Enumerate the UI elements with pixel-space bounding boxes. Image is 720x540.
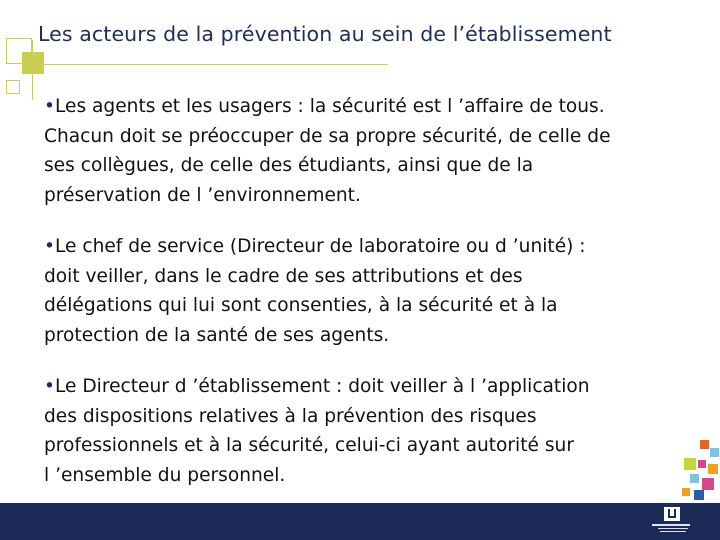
paragraph-text: Le Directeur d ’établissement : doit veiller à l ’application des dispositions relatives à la prévention des risques professionnels et à la sécurité, celui-ci ayant autorité sur l ’ensemble du personnel. <box>44 376 590 486</box>
mosaic-square <box>702 478 714 490</box>
colored-squares-decoration <box>676 440 720 502</box>
decor-filled-square <box>22 52 44 74</box>
slide-content <box>44 92 709 490</box>
bullet-icon: • <box>44 376 55 397</box>
decor-title-rule <box>32 64 388 65</box>
decor-small-square <box>6 80 20 94</box>
paragraph-directeur <box>44 372 709 490</box>
mosaic-square <box>684 458 696 470</box>
paragraph-chef-de-service <box>44 232 709 350</box>
logo-wordmark-line <box>660 531 686 532</box>
mosaic-square <box>694 490 704 500</box>
university-logo-icon <box>650 507 692 537</box>
mosaic-square <box>698 460 706 468</box>
bullet-icon: • <box>44 236 55 257</box>
logo-mark <box>664 507 680 521</box>
decor-vertical-rule <box>32 40 33 100</box>
mosaic-square <box>700 440 709 449</box>
paragraph-text: Les agents et les usagers : la sécurité est l ’affaire de tous. Chacun doit se préoccuper de sa propre sécurité, de celle de ses collègues, de celle des étudiants, ainsi que de la préservation de l ’environnement. <box>44 96 611 206</box>
mosaic-square <box>690 474 699 483</box>
paragraph-text: Le chef de service (Directeur de laboratoire ou d ’unité) : doit veiller, dans le cadre de ses attributions et des délégations qui lui sont consenties, à la sécurité et à la protection de la santé de ses agents. <box>44 236 586 346</box>
bullet-icon: • <box>44 96 55 117</box>
footer-bar <box>0 503 720 540</box>
paragraph-agents <box>44 92 709 210</box>
mosaic-square <box>708 464 718 474</box>
mosaic-square <box>682 488 690 496</box>
logo-wordmark-line <box>658 528 688 529</box>
slide-title: Les acteurs de la prévention au sein de l’établissement <box>38 22 612 46</box>
logo-wordmark-line <box>652 524 690 526</box>
mosaic-square <box>710 448 719 457</box>
